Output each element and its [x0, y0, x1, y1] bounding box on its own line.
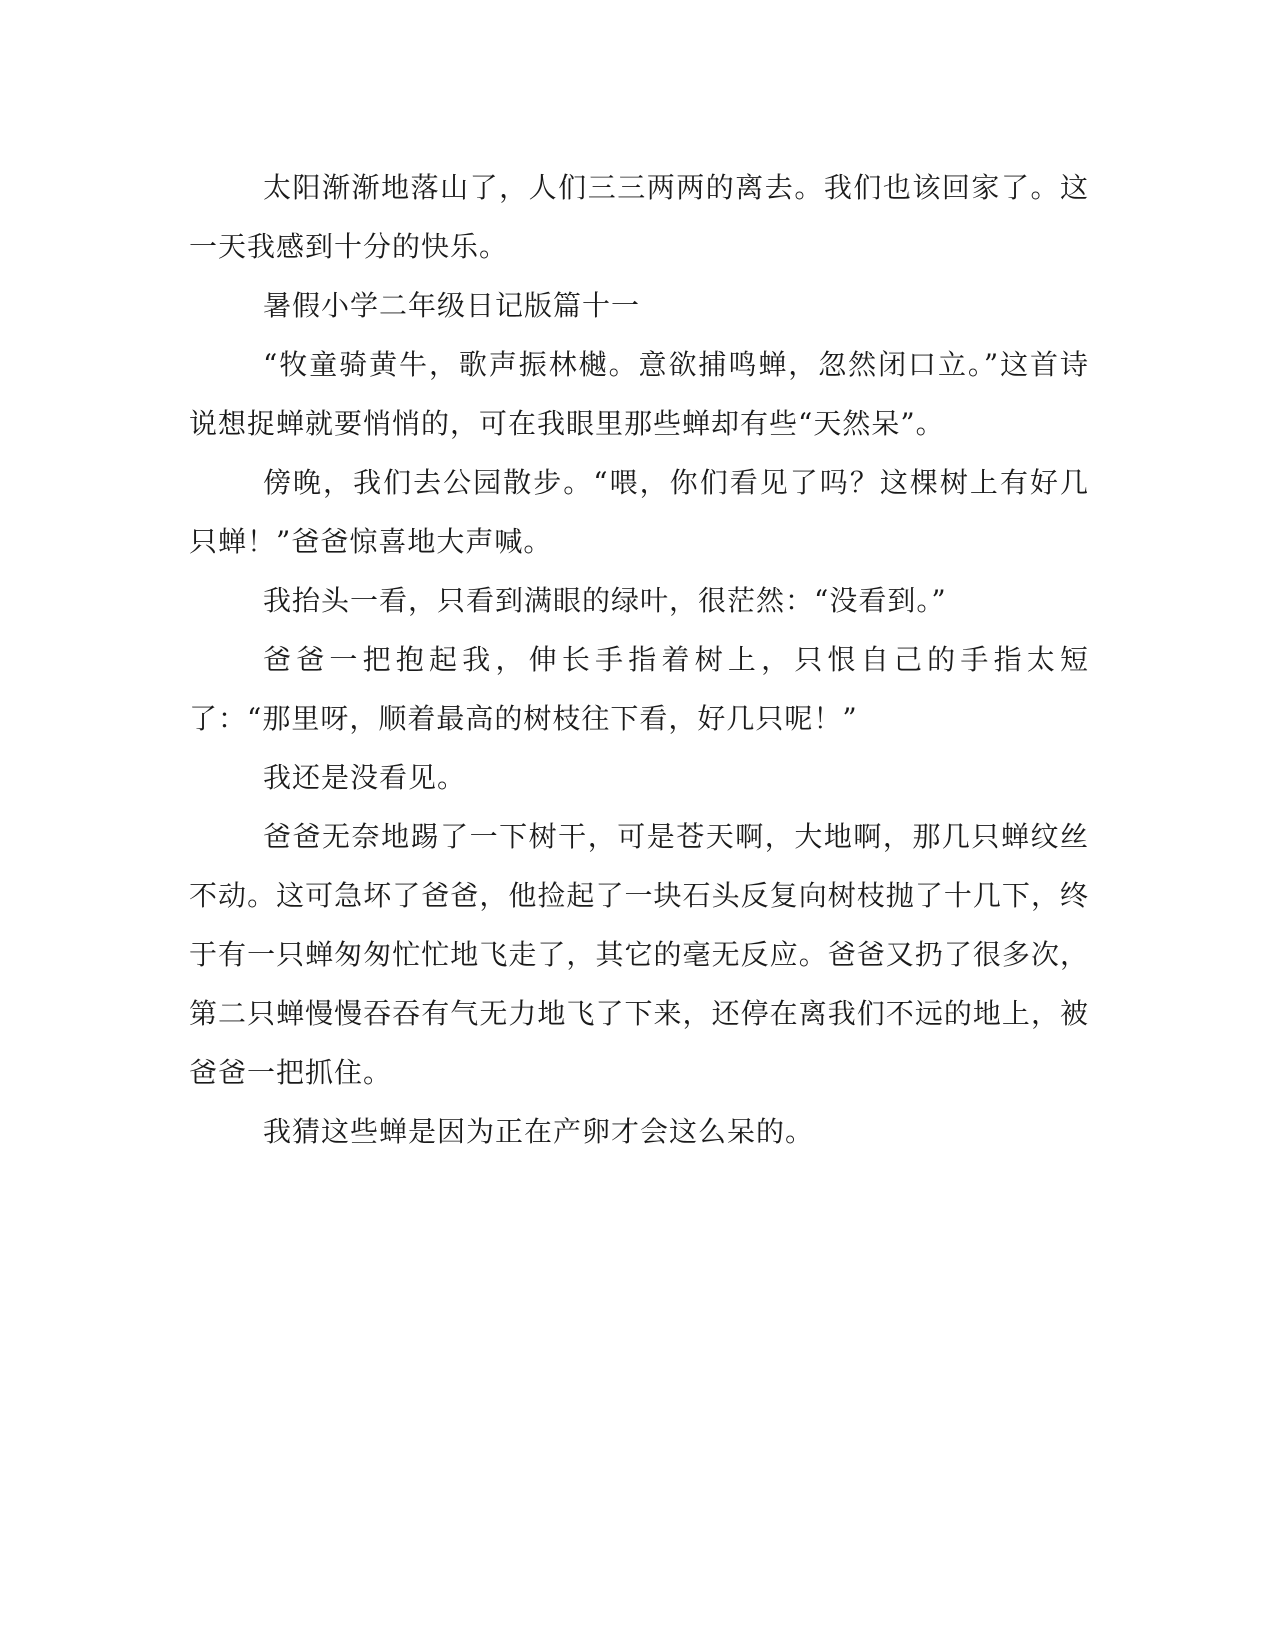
- paragraph-poem: “牧童骑黄牛，歌声振林樾。意欲捕鸣蝉，忽然闭口立。”这首诗说想捉蝉就要悄悄的，可在我眼里那些蝉却有些“天然呆”。: [189, 348, 1089, 440]
- paragraph-sunset: 太阳渐渐地落山了，人们三三两两的离去。我们也该回家了。这一天我感到十分的快乐。: [189, 171, 1089, 263]
- paragraph-look-up: 我抬头一看，只看到满眼的绿叶，很茫然：“没看到。”: [263, 584, 947, 617]
- paragraph-still-not-seen: 我还是没看见。: [263, 761, 467, 794]
- paragraph-evening-walk: 傍晚，我们去公园散步。“喂，你们看见了吗？这棵树上有好几只蝉！”爸爸惊喜地大声喊。: [189, 466, 1089, 558]
- paragraph-dad-points: 爸爸一把抱起我，伸长手指着树上，只恨自己的手指太短了：“那里呀，顺着最高的树枝往下看，好几只呢！”: [189, 643, 1089, 735]
- section-title: 暑假小学二年级日记版篇十一: [263, 289, 641, 322]
- paragraph-kick-tree: 爸爸无奈地踢了一下树干，可是苍天啊，大地啊，那几只蝉纹丝不动。这可急坏了爸爸，他捡起了一块石头反复向树枝抛了十几下，终于有一只蝉匆匆忙忙地飞走了，其它的毫无反应。爸爸又扔了很多次，第二只蝉慢慢吞吞有气无力地飞了下来，还停在离我们不远的地上，被爸爸一把抓住。: [189, 820, 1089, 1089]
- paragraph-conclusion: 我猜这些蝉是因为正在产卵才会这么呆的。: [263, 1115, 815, 1148]
- document-body: [189, 158, 1089, 1161]
